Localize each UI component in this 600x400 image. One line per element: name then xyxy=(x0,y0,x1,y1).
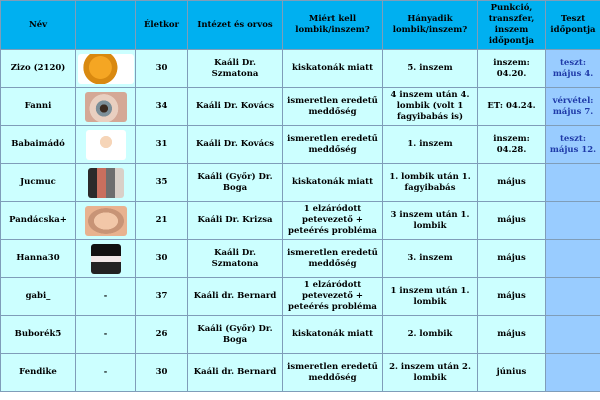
eye-avatar xyxy=(85,92,127,122)
reason-cell: 1 elzáródott petevezető + peteérés probléma xyxy=(283,202,383,240)
avatar-cell xyxy=(76,240,136,278)
test-cell xyxy=(546,202,600,240)
reason-cell: kiskatonák miatt xyxy=(283,316,383,354)
age-cell: 30 xyxy=(136,50,188,88)
table-row xyxy=(1,278,600,316)
table-row xyxy=(1,354,600,392)
name-cell: gabi_ xyxy=(1,278,76,316)
header-avatar xyxy=(76,1,136,50)
people-avatar xyxy=(88,168,124,198)
date-cell: június xyxy=(478,354,546,392)
attempt-cell: 2. inszem után 2. lombik xyxy=(383,354,478,392)
header-name: Név xyxy=(1,1,76,50)
date-cell: május xyxy=(478,316,546,354)
header-test: Teszt időpontja xyxy=(546,1,600,50)
header-age: Életkor xyxy=(136,1,188,50)
woman-avatar xyxy=(91,244,121,274)
header-attempt: Hányadik lombik/inszem? xyxy=(383,1,478,50)
name-cell: Jucmuc xyxy=(1,164,76,202)
avatar-cell xyxy=(76,126,136,164)
name-cell: Pandácska+ xyxy=(1,202,76,240)
reason-cell: ismeretlen eredetű meddőség xyxy=(283,354,383,392)
attempt-cell: 1 inszem után 1. lombik xyxy=(383,278,478,316)
test-cell xyxy=(546,354,600,392)
name-cell: Fanni xyxy=(1,88,76,126)
reason-cell: ismeretlen eredetű meddőség xyxy=(283,126,383,164)
avatar-cell: - xyxy=(76,354,136,392)
reason-cell: ismeretlen eredetű meddőség xyxy=(283,240,383,278)
header-date: Punkció, transzfer, inszem időpontja xyxy=(478,1,546,50)
attempt-cell: 1. inszem xyxy=(383,126,478,164)
table-row xyxy=(1,316,600,354)
date-cell: ET: 04.24. xyxy=(478,88,546,126)
baby-avatar xyxy=(86,130,126,160)
test-cell xyxy=(546,316,600,354)
clinic-cell: Kaáli Dr. Kovács xyxy=(188,88,283,126)
date-cell: május xyxy=(478,240,546,278)
clinic-cell: Kaáli Dr. Krizsa xyxy=(188,202,283,240)
header-row xyxy=(1,1,600,50)
test-cell: teszt: május 12. xyxy=(546,126,600,164)
garfield-avatar xyxy=(78,54,134,84)
age-cell: 31 xyxy=(136,126,188,164)
header-clinic: Intézet és orvos xyxy=(188,1,283,50)
attempt-cell: 2. lombik xyxy=(383,316,478,354)
test-cell xyxy=(546,278,600,316)
table-row xyxy=(1,88,600,126)
name-cell: Babaimádó xyxy=(1,126,76,164)
table-row xyxy=(1,202,600,240)
clinic-cell: Kaáli (Győr) Dr. Boga xyxy=(188,164,283,202)
avatar-cell xyxy=(76,88,136,126)
clinic-cell: Kaáli Dr. Szmatona xyxy=(188,240,283,278)
name-cell: Zizo (2120) xyxy=(1,50,76,88)
avatar-cell xyxy=(76,202,136,240)
date-cell: május xyxy=(478,278,546,316)
date-cell: május xyxy=(478,164,546,202)
avatar-cell xyxy=(76,50,136,88)
name-cell: Hanna30 xyxy=(1,240,76,278)
reason-cell: kiskatonák miatt xyxy=(283,50,383,88)
date-cell: május xyxy=(478,202,546,240)
clinic-cell: Kaáli Dr. Szmatona xyxy=(188,50,283,88)
clinic-cell: Kaáli dr. Bernard xyxy=(188,278,283,316)
reason-cell: kiskatonák miatt xyxy=(283,164,383,202)
date-cell: inszem: 04.28. xyxy=(478,126,546,164)
header-reason: Miért kell lombik/inszem? xyxy=(283,1,383,50)
reason-cell: ismeretlen eredetű meddőség xyxy=(283,88,383,126)
name-cell: Buborék5 xyxy=(1,316,76,354)
age-cell: 30 xyxy=(136,354,188,392)
test-cell: vérvétel: május 7. xyxy=(546,88,600,126)
name-cell: Fendike xyxy=(1,354,76,392)
table-row xyxy=(1,164,600,202)
test-cell: teszt: május 4. xyxy=(546,50,600,88)
age-cell: 37 xyxy=(136,278,188,316)
belly-avatar xyxy=(85,206,127,236)
table-row xyxy=(1,240,600,278)
test-cell xyxy=(546,164,600,202)
attempt-cell: 4 inszem után 4. lombik (volt 1 fagyibabás is) xyxy=(383,88,478,126)
clinic-cell: Kaáli dr. Bernard xyxy=(188,354,283,392)
age-cell: 21 xyxy=(136,202,188,240)
reason-cell: 1 elzáródott petevezető + peteérés probléma xyxy=(283,278,383,316)
age-cell: 35 xyxy=(136,164,188,202)
clinic-cell: Kaáli Dr. Kovács xyxy=(188,126,283,164)
avatar-cell: - xyxy=(76,278,136,316)
attempt-cell: 1. lombik után 1. fagyibabás xyxy=(383,164,478,202)
table-row xyxy=(1,126,600,164)
age-cell: 34 xyxy=(136,88,188,126)
attempt-cell: 5. inszem xyxy=(383,50,478,88)
avatar-cell xyxy=(76,164,136,202)
avatar-cell: - xyxy=(76,316,136,354)
test-cell xyxy=(546,240,600,278)
attempt-cell: 3 inszem után 1. lombik xyxy=(383,202,478,240)
age-cell: 26 xyxy=(136,316,188,354)
date-cell: inszem: 04.20. xyxy=(478,50,546,88)
table-row xyxy=(1,50,600,88)
clinic-cell: Kaáli (Győr) Dr. Boga xyxy=(188,316,283,354)
attempt-cell: 3. inszem xyxy=(383,240,478,278)
age-cell: 30 xyxy=(136,240,188,278)
